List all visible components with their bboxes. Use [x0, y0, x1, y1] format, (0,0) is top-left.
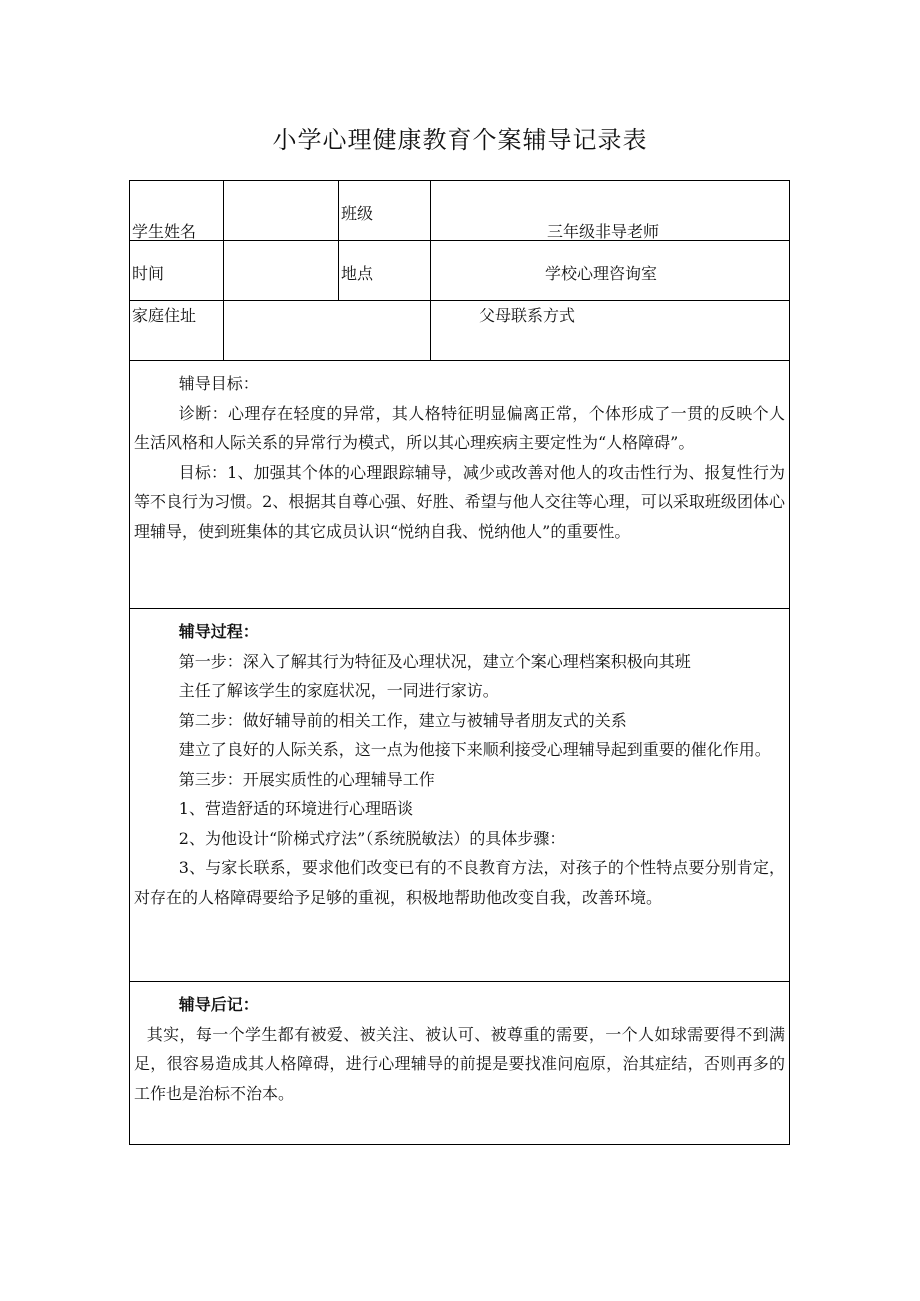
place-label-cell	[339, 241, 431, 300]
address-label: 家庭住址	[132, 306, 197, 325]
time-label-cell	[130, 241, 224, 300]
place-value: 学校心理咨询室	[545, 264, 658, 283]
place-label: 地点	[341, 264, 374, 283]
section-process	[130, 609, 789, 982]
process-step1-line2: 主任了解该学生的家庭状况，一同进行家访。	[178, 681, 499, 700]
process-step3: 第三步：开展实质性的心理辅导工作	[178, 769, 435, 789]
student-name-label: 学生姓名	[132, 222, 197, 241]
place-value-cell[interactable]	[431, 241, 789, 300]
process-step2-line2: 建立了良好的人际关系，这一点为他接下来顺利接受心理辅导起到重要的催化作用。	[178, 740, 771, 759]
section-goals	[130, 361, 789, 609]
process-item1: 1、营造舒适的环境进行心理晤谈	[178, 799, 413, 818]
record-form	[129, 180, 790, 1145]
row-time-place	[130, 241, 789, 301]
parent-contact-label: 父母联系方式	[479, 306, 576, 325]
process-heading: 辅导过程：	[178, 622, 259, 641]
class-value-cell[interactable]	[431, 181, 789, 240]
goals-heading: 辅导目标：	[178, 374, 259, 393]
process-item2: 2、为他设计“阶梯式疗法”（系统脱敏法）的具体步骤：	[178, 828, 566, 848]
notes-heading: 辅导后记：	[178, 995, 259, 1014]
row-address-contact	[130, 301, 789, 361]
time-label: 时间	[132, 264, 165, 283]
parent-contact-cell[interactable]	[431, 301, 789, 360]
address-label-cell	[130, 301, 224, 360]
process-step2-line1: 第二步：做好辅导前的相关工作，建立与被辅导者朋友式的关系	[178, 710, 627, 730]
student-name-value-cell[interactable]	[224, 181, 339, 240]
class-value: 三年级非导老师	[547, 222, 660, 241]
student-name-label-cell	[130, 181, 224, 240]
class-label-cell	[339, 181, 431, 240]
process-step1-line1: 第一步：深入了解其行为特征及心理状况，建立个案心理档案积极向其班	[178, 651, 691, 671]
section-notes	[130, 982, 789, 1144]
address-value-cell[interactable]	[224, 301, 431, 360]
row-student-class	[130, 181, 789, 241]
class-label: 班级	[341, 204, 374, 223]
page-title: 小学心理健康教育个案辅导记录表	[272, 126, 648, 154]
goals-target: 目标：1、加强其个体的心理跟踪辅导，减少或改善对他人的攻击性行为、报复性行为等不良行为习惯。2、根据其自尊心强、好胜、希望与他人交往等心理，可以采取班级团体心理辅导，使到班集体的其它成员认识“悦纳自我、悦纳他人”的重要性。	[134, 462, 785, 541]
time-value-cell[interactable]	[224, 241, 339, 300]
notes-body: 其实，每一个学生都有被爱、被关注、被认可、被尊重的需要，一个人如球需要得不到满足，很容易造成其人格障碍，进行心理辅导的前提是要找准问庖原，治其症结，否则再多的工作也是治标不治本。	[134, 1024, 785, 1103]
goals-diagnosis: 诊断：心理存在轻度的异常，其人格特征明显偏离正常，个体形成了一贯的反映个人生活风格和人际关系的异常行为模式，所以其心理疾病主要定性为“人格障碍”。	[134, 403, 785, 452]
process-item3: 3、与家长联系，要求他们改变已有的不良教育方法，对孩子的个性特点要分别肯定，对存在的人格障碍要给予足够的重视，积极地帮助他改变自我，改善环境。	[134, 858, 785, 907]
